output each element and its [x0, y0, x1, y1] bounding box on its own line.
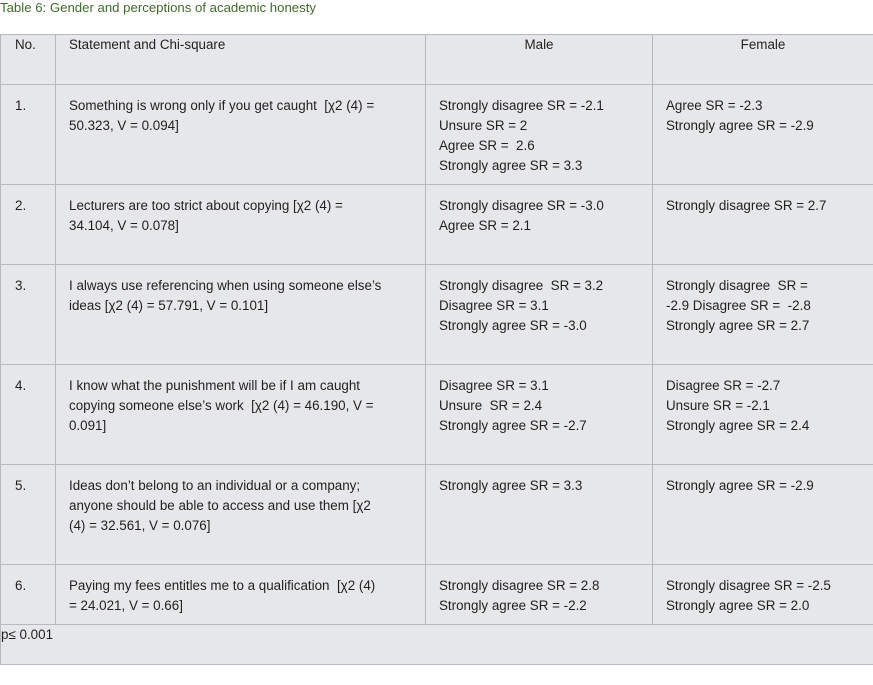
male-cell-line: Disagree SR = 3.1	[439, 378, 549, 393]
female-cell	[653, 565, 873, 625]
male-cell-line: Strongly disagree SR = 3.2	[439, 278, 604, 293]
statement-cell-line: 50.323, V = 0.094]	[69, 118, 179, 133]
female-cell-line: Strongly disagree SR = -2.5	[666, 578, 831, 593]
female-cell-line: Agree SR = -2.3	[666, 98, 763, 113]
row-number-text: 3.	[15, 278, 27, 293]
row-number-text: 2.	[15, 198, 27, 213]
male-cell-line: Strongly disagree SR = -3.0	[439, 198, 604, 213]
statement-cell	[56, 85, 426, 185]
table-row	[1, 365, 873, 465]
female-cell	[653, 465, 873, 565]
row-number-text: 5.	[15, 478, 27, 493]
significance-note: p≤ 0.001	[1, 625, 873, 665]
statement-cell-line: ideas [χ2 (4) = 57.791, V = 0.101]	[69, 298, 269, 313]
male-cell-line: Strongly disagree SR = -2.1	[439, 98, 604, 113]
table-row	[1, 265, 873, 365]
row-number	[1, 85, 56, 185]
statement-cell	[56, 465, 426, 565]
female-cell-line: Strongly agree SR = -2.9	[666, 478, 814, 493]
table-caption: Table 6: Gender and perceptions of academic honesty	[0, 0, 316, 15]
female-cell-line: Unsure SR = -2.1	[666, 398, 770, 413]
statement-cell-line: 34.104, V = 0.078]	[69, 218, 179, 233]
header-male: Male	[426, 35, 653, 85]
row-number	[1, 465, 56, 565]
female-cell	[653, 265, 873, 365]
row-number-text: 1.	[15, 98, 27, 113]
table-row	[1, 465, 873, 565]
male-cell-line: Unsure SR = 2.4	[439, 398, 543, 413]
statement-cell-line: = 24.021, V = 0.66]	[69, 598, 183, 613]
statement-cell	[56, 565, 426, 625]
female-cell-line: -2.9 Disagree SR = -2.8	[666, 298, 811, 313]
male-cell	[426, 185, 653, 265]
results-table	[0, 34, 873, 665]
male-cell-line: Strongly agree SR = -2.7	[439, 418, 587, 433]
male-cell-line: Strongly agree SR = 3.3	[439, 158, 583, 173]
female-cell	[653, 85, 873, 185]
row-number-text: 4.	[15, 378, 27, 393]
row-number	[1, 365, 56, 465]
statement-cell-line: Paying my fees entitles me to a qualification [χ2 (4)	[69, 578, 376, 593]
male-cell	[426, 85, 653, 185]
statement-cell-line: I know what the punishment will be if I am caught	[69, 378, 361, 393]
statement-cell-line: Something is wrong only if you get caught [χ2 (4) =	[69, 98, 375, 113]
female-cell	[653, 185, 873, 265]
statement-cell-line: Ideas don’t belong to an individual or a company;	[69, 478, 361, 493]
statement-cell	[56, 185, 426, 265]
male-cell	[426, 465, 653, 565]
male-cell-line: Strongly disagree SR = 2.8	[439, 578, 600, 593]
row-number	[1, 185, 56, 265]
statement-cell	[56, 265, 426, 365]
header-row	[1, 35, 873, 85]
statement-cell-line: anyone should be able to access and use them [χ2	[69, 498, 371, 513]
male-cell	[426, 565, 653, 625]
male-cell-line: Strongly agree SR = -2.2	[439, 598, 587, 613]
statement-cell-line: I always use referencing when using someone else’s	[69, 278, 382, 293]
male-cell	[426, 265, 653, 365]
female-cell	[653, 365, 873, 465]
statement-cell-line: (4) = 32.561, V = 0.076]	[69, 518, 211, 533]
female-cell-line: Disagree SR = -2.7	[666, 378, 781, 393]
male-cell-line: Unsure SR = 2	[439, 118, 528, 133]
male-cell-line: Disagree SR = 3.1	[439, 298, 549, 313]
statement-cell	[56, 365, 426, 465]
male-cell-line: Strongly agree SR = 3.3	[439, 478, 583, 493]
statement-cell-line: 0.091]	[69, 418, 107, 433]
row-number	[1, 265, 56, 365]
statement-cell-line: Lecturers are too strict about copying [χ2 (4) =	[69, 198, 343, 213]
table-row	[1, 185, 873, 265]
row-number	[1, 565, 56, 625]
row-number-text: 6.	[15, 578, 27, 593]
statement-cell-line: copying someone else’s work [χ2 (4) = 46.190, V =	[69, 398, 374, 413]
male-cell-line: Strongly agree SR = -3.0	[439, 318, 587, 333]
female-cell-line: Strongly disagree SR = 2.7	[666, 198, 827, 213]
female-cell-line: Strongly disagree SR =	[666, 278, 808, 293]
male-cell	[426, 365, 653, 465]
header-statement: Statement and Chi-square	[56, 35, 426, 85]
female-cell-line: Strongly agree SR = 2.4	[666, 418, 810, 433]
header-female: Female	[653, 35, 873, 85]
female-cell-line: Strongly agree SR = 2.0	[666, 598, 810, 613]
female-cell-line: Strongly agree SR = -2.9	[666, 118, 814, 133]
male-cell-line: Agree SR = 2.1	[439, 218, 531, 233]
table-row	[1, 565, 873, 625]
male-cell-line: Agree SR = 2.6	[439, 138, 535, 153]
header-no: No.	[1, 35, 56, 85]
table-row	[1, 85, 873, 185]
female-cell-line: Strongly agree SR = 2.7	[666, 318, 810, 333]
footnote-row	[1, 625, 873, 665]
